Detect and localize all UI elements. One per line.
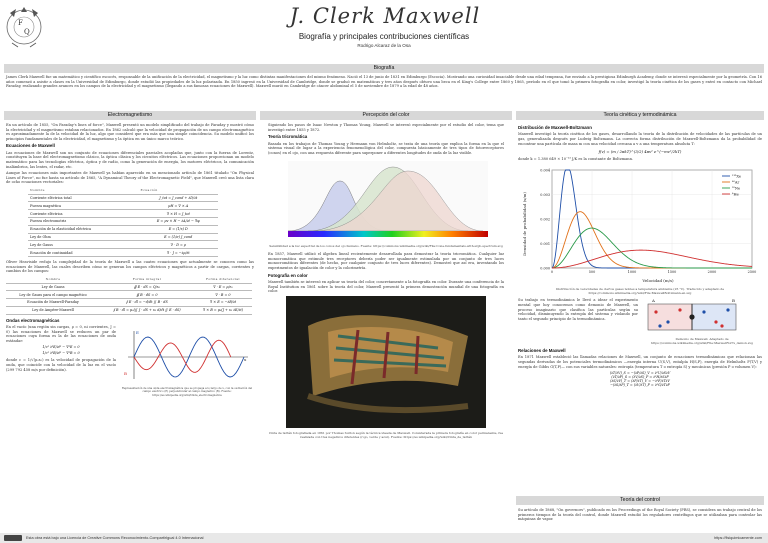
column-color	[268, 123, 504, 439]
color-paragraph-3: En 1857, Maxwell utilizó el álgebra lineal recientemente desarrollada para demostrar la teoría tricromática. Cualquier luz monocromática que estimule tres receptores debería poder ser igualmente estimulada por un conjunto de tres luces monocromáticas diferentes (de hecho, por cualquier conjunto de tres luces diferentes). Demostró que así era, inventando los experimentos de igualación de color y la colorimetría.	[268, 252, 504, 270]
series-line-1	[552, 211, 752, 267]
section-bar-electromagnetismo: Electromagnetismo	[4, 111, 256, 120]
y-tick-label: 0.003	[540, 192, 550, 197]
color-paragraph-2: Basada en los trabajos de Thomas Young y Hermann von Helmholtz, se trata de una teoría que explica la forma en la que el sistema visual de lugar a la experiencia fenomenológica del color, compuesta básicamente de tres tipos de fotorreceptores (conos) en el ojo, con una respuesta diferente para superponer a diferentes longitudes de onda de la luz visible.	[268, 141, 504, 155]
institution-logo	[4, 3, 44, 53]
table-row: Fuerza magnética μH = ∇ × A	[28, 202, 218, 210]
em-paragraph-3: Aunque las ecuaciones más importantes de Maxwell ya habían aparecido en su mencionado artículo de 1861 titulado "On Physical Lines of Force", no fue hasta su artículo de 1865, "A Dynamical Theory of the Electromagnetic Field", que Maxwell creó una lista clara de ocho ecuaciones vectoriales:	[6, 171, 254, 185]
x-tick-label: 0	[550, 269, 554, 274]
demon-label-b: B	[732, 298, 735, 304]
series-line-3	[552, 250, 752, 268]
series-line-2	[552, 228, 752, 268]
y-axis-label: Densidad de probabilidad (s/m)	[522, 191, 527, 256]
svg-text:E: E	[136, 330, 139, 336]
site-link[interactable]: https://fisiquimicamente.com	[714, 536, 762, 540]
legend-entry: ¹³²Xe	[732, 174, 742, 179]
table-row: Ecuación de la elasticidad eléctrica E = (1/ε) D	[28, 225, 218, 233]
page-title: Biografía y principales contribuciones científicas	[298, 32, 470, 41]
kinetic-paragraph-2: Su trabajo en termodinámica le llevó a idear el experimento mental que hoy conocemos como demonio de Maxwell, un proceso imaginario que clasifica las partículas según su velocidad, disminuyendo la entropía del sistema y violando por tanto el segundo principio de la termodinámica.	[518, 298, 638, 321]
table-row: Corriente eléctrica ∇ × H = J_tot	[28, 210, 218, 218]
demon-label-a: A	[652, 298, 655, 304]
relation-row: (∂T/∂P)_S = (∂V/∂S)_P = ∂²H/∂S∂P	[611, 375, 669, 380]
svg-text:Q: Q	[24, 28, 30, 36]
cone-sensitivity-figure	[268, 157, 504, 241]
column-cinetica	[518, 123, 762, 387]
wave-equation-e: 1/c² ∂²E/∂t² − ∇²E = 0	[42, 345, 80, 350]
section-bar-biografia: Biografía	[4, 64, 764, 73]
signature	[225, 4, 545, 32]
relation-row: (∂T/∂V)_S = −(∂P/∂S)_V = ∂²U/∂S∂V	[609, 371, 671, 376]
heading-distribucion: Distribución de Maxwell-Boltzmann	[518, 125, 592, 130]
table-row: Ley de Gauss para el campo magnético ∯ B · dS = 0 ∇ · B = 0	[6, 291, 252, 299]
cc-license-icon	[4, 535, 22, 541]
x-tick-label: 2500	[747, 269, 757, 274]
table-row: Fuerza electromotriz E = μv × H − ∂A/∂t − ∇φ	[28, 218, 218, 226]
col-header-nombre: Nombre	[28, 187, 139, 194]
heading-tricromatica: Teoría tricromática	[268, 134, 308, 140]
maxwell-relations	[518, 371, 762, 387]
y-tick-label: 0.001	[540, 241, 550, 246]
maxwell-equations-table	[6, 276, 252, 315]
table-row: Ley de Ohm E = (1/σ) J_cond	[28, 233, 218, 241]
ondas-paragraph-2: donde c = 1/√(μ₀ε₀) es la velocidad de propagación de la onda, que coincide con la velocidad de la luz en el vacío (299 792 458 m/s por definición).	[6, 358, 116, 372]
table-row: Ecuación de continuidad ∇ · J = −∂ρ/∂t	[28, 249, 218, 257]
color-paragraph-1: Siguiendo los pasos de Isaac Newton y Thomas Young, Maxwell se interesó especialmente por el estudio del color, tema que investigó entre 1855 y 1872.	[268, 123, 504, 132]
heading-relaciones: Relaciones de Maxwell	[518, 347, 566, 353]
em-paragraph-1: En un artículo de 1855, "On Faraday's lines of force", Maxwell presentó un modelo simplificado del trabajo de Faraday y mostró cómo la electricidad y el magnetismo estaban relacionados. En 1862 calculó que la velocidad de propagación de un campo electromagnético es aproximadamente la de la velocidad de la luz, algo que consideró que era más que una simple coincidencia. Su modelo unificó los principios fundamentales de la electricidad, el magnetismo y la óptica en un único marco teórico.	[6, 123, 254, 141]
relation-row: (∂S/∂V)_T = (∂P/∂T)_V = −∂²F/∂T∂V	[610, 379, 670, 384]
section-bar-control: Teoría del control	[516, 496, 764, 505]
heading-fotografia: Fotografía en color	[268, 272, 308, 278]
legend-entry: ²⁰Ne	[732, 186, 741, 191]
table-row: Ecuación de Maxwell-Faraday ∮ E · dl = −d/dt ∬ B · dS ∇ × E = −∂B/∂t	[6, 299, 252, 307]
kinetic-paragraph-3: En 1871 Maxwell estableció las llamadas relaciones de Maxwell, un conjunto de ecuaciones termodinámicas que relacionan las segundas derivadas de los potenciales termodinámicos —energía interna U(S,V), entalpía H(S,P), energía de Helmholtz F(T,V) y energía de Gibbs G(T,P)— con sus variables naturales: entropía (temperatura T o entropía S) y mecánicas (presión P o volumen V):	[518, 355, 762, 369]
y-tick-label: 0.004	[540, 168, 550, 173]
legend-entry: ⁴He	[732, 192, 739, 197]
table-row: Ley de Gauss ∇ · D = ρ	[28, 241, 218, 249]
em-paragraph-2: Las ecuaciones de Maxwell son un conjunto de ecuaciones diferenciales parciales acopladas que, junto con la fuerza de Lorentz, constituyen la base del electromagnetismo clásico, la óptica clásica y los circuitos eléctricos. Las ecuaciones proporcionan un modelo matemático para las tecnologías eléctrica, óptica y de radio, como la generación de energía, los motores eléctricos, la comunicación inalámbrica, las lentes, el radar, etc.	[6, 150, 254, 169]
wave-caption: Representación de una onda electromagnética que se propaga a lo largo de x, con la oscilación del campo eléctrico (E) perpendicular al campo magnético (B). Fuente: https://es.wikipedia.org/wiki/Onda_electromagnética	[121, 387, 253, 397]
footer	[0, 533, 768, 543]
legend-entry: ⁴⁰Ar	[732, 180, 740, 185]
section-bar-color: Percepción del color	[260, 111, 512, 120]
tartan-ribbon-photo	[268, 296, 504, 428]
column-electromagnetismo	[6, 123, 254, 397]
em-paragraph-4: Oliver Heaviside redujo la complejidad de la teoría de Maxwell a las cuatro ecuaciones que actualmente se conocen como las ecuaciones de Maxwell, las cuales describen cómo se generan los campos eléctricos y magnéticos a partir de cargas, corrientes y cambios de los campos:	[6, 259, 254, 274]
kinetic-paragraph-1: Maxwell investigó la teoría cinética de los gases, desarrollando la teoría de la distribución de velocidades de las partículas de un gas, generalizada después por Ludwig Boltzmann. La correcta forma distribución de Maxwell-Boltzmann da la probabilidad de encontrar una partícula de masa m con una velocidad cercana a v a una temperatura absoluta T:	[518, 132, 762, 146]
x-tick-label: 1500	[667, 269, 677, 274]
col-header-integral: Forma integral	[100, 276, 194, 283]
col-header-ecuacion: Ecuación	[139, 187, 218, 194]
author: Rodrigo Alcaraz de la Osa	[357, 43, 411, 48]
ondas-paragraph: En el vacío (una región sin cargas, ρ = 0, ni corrientes, J = 0) las ecuaciones de Maxwell se reducen un par de ecuaciones cuya forma es la de las ecuaciones de onda estándar:	[6, 325, 116, 343]
table-row: Corriente eléctrica total J_tot = J_cond + ∂D/∂t	[28, 194, 218, 202]
chart-caption: Distribución de velocidades de ciertos gases nobles a temperatura ambiente (25 °C). Traducido y adaptado de https://commons.wikimedia.org/wiki/File:MaxwellBoltzmann-en.svg	[555, 286, 725, 295]
heading-ecuaciones: Ecuaciones de Maxwell	[6, 143, 55, 149]
svg-text:B: B	[124, 371, 127, 377]
col-header-nombre: Nombre	[6, 276, 100, 283]
y-tick-label: 0.000	[540, 266, 550, 271]
photo-caption: Cinta de tartán fotografiada en 1861 por Thomas Sutton según la técnica ideada de Maxwell. Considerada la primera fotografía en color permanente, fue realizada con tres negativos diferentes (rojo, verde y azul). Fuente: https://es.wikipedia.org/wiki/Cinta_de_tartán	[268, 430, 504, 439]
x-tick-label: 2000	[707, 269, 717, 274]
svg-text:x: x	[244, 357, 247, 363]
maxwell-demon-figure	[642, 298, 762, 334]
table-row: Ley de Gauss ∯ E · dS = Q/ε₀ ∇ · E = ρ/ε₀	[6, 283, 252, 291]
eight-equations-table	[28, 187, 218, 257]
heading-ondas: Ondas electromagnéticas	[6, 317, 60, 323]
em-wave-figure	[120, 325, 254, 383]
x-tick-label: 1000	[627, 269, 637, 274]
x-tick-label: 500	[588, 269, 596, 274]
cone-caption: Sensibilidad a la luz espectral de los conos del ojo humano. Fuente: https://commons.wikimedia.org/wiki/File:Cone-fundamentals-with-srgb-spectrum.svg	[269, 244, 503, 249]
kinetic-paragraph-1b: donde k = 1.380 649 × 10⁻²³ J/K es la constante de Boltzmann.	[518, 157, 634, 162]
col-header-diferencial: Forma diferencial	[194, 276, 252, 283]
biografia-text: James Clerk Maxwell fue un matemático y científico escocés, responsable de la unificación de la electricidad, el magnetismo y la luz como distintas manifestaciones del mismo fenómeno. Nació el 13 de junio de 1831 en Edimburgo (Escocia). Mostrando una curiosidad insaciable desde una edad temprana, fue enviado a la prestigiosa Edinburgh Academy, donde se interesó especialmente por la geometría. Con 16 años comenzó a asistir a clases en la Universidad de Edimburgo, donde estudió las propiedades de la luz polarizada. En 1850 ingresó en la Universidad de Cambridge, donde se graduó en matemáticas y tres años después obtuvo una beca en el King's College entre 1860 y 1865, período en el que tomó la primera fotografía en color, investigó la teoría cinética de los gases y entró en contacto con Michael Faraday, realizando grandes avances en los campos de la electricidad y el magnetismo (llegando a sus famosas ecuaciones de Maxwell). Maxwell murió en Cambridge de cáncer abdominal el 5 de noviembre de 1879 a la edad de 48 años.	[6, 75, 762, 89]
wave-equation-b: 1/c² ∂²B/∂t² − ∇²B = 0	[42, 351, 80, 356]
table-row: Ley de Ampère-Maxwell ∮ B · dl = μ₀(∬ J · dS + ε₀ d/dt ∬ E · dS) ∇ × B = μ₀(J + ε₀ ∂E/∂t)	[6, 306, 252, 314]
mb-formula: f(v) = (m / 2πkT)^(3/2) 4πv² e^(−mv²/2kT)	[598, 149, 682, 155]
color-paragraph-4: Maxwell también se interesó en aplicar su teoría del color, concretamente a la fotografía en color. Durante una conferencia de la Royal Institution en 1861 sobre la teoría del color, Maxwell presentó la primera demostración mundial de una fotografía en color.	[268, 279, 504, 294]
y-tick-label: 0.002	[540, 217, 550, 222]
signature-text: J. Clerk Maxwell	[289, 4, 481, 28]
control-paragraph: Su artículo de 1868, "On governors", publicado en los Proceedings of the Royal Society (PRS), se considera un trabajo central de los primeros tiempos de la teoría del control, donde Maxwell estudió los reguladores centrífugos que se utilizaban para controlar las máquinas de vapor.	[518, 508, 762, 522]
license-link[interactable]: Esta obra está bajo una Licencia de Creative Commons Reconocimiento-CompartirIgual 4.0 Internacional	[26, 536, 204, 540]
relation-row: −(∂S/∂P)_T = (∂V/∂T)_P = ∂²G/∂T∂P	[610, 383, 670, 388]
svg-text:F: F	[18, 19, 23, 27]
mb-chart	[518, 164, 762, 284]
demon-caption: Demonio de Maxwell. Adaptado de https://commons.wikimedia.org/wiki/File:Maxwell%27s_demon.svg	[651, 337, 753, 346]
section-bar-cinetica: Teoría cinética y termodinámica	[516, 111, 764, 120]
x-axis-label: Velocidad (m/s)	[642, 277, 674, 283]
